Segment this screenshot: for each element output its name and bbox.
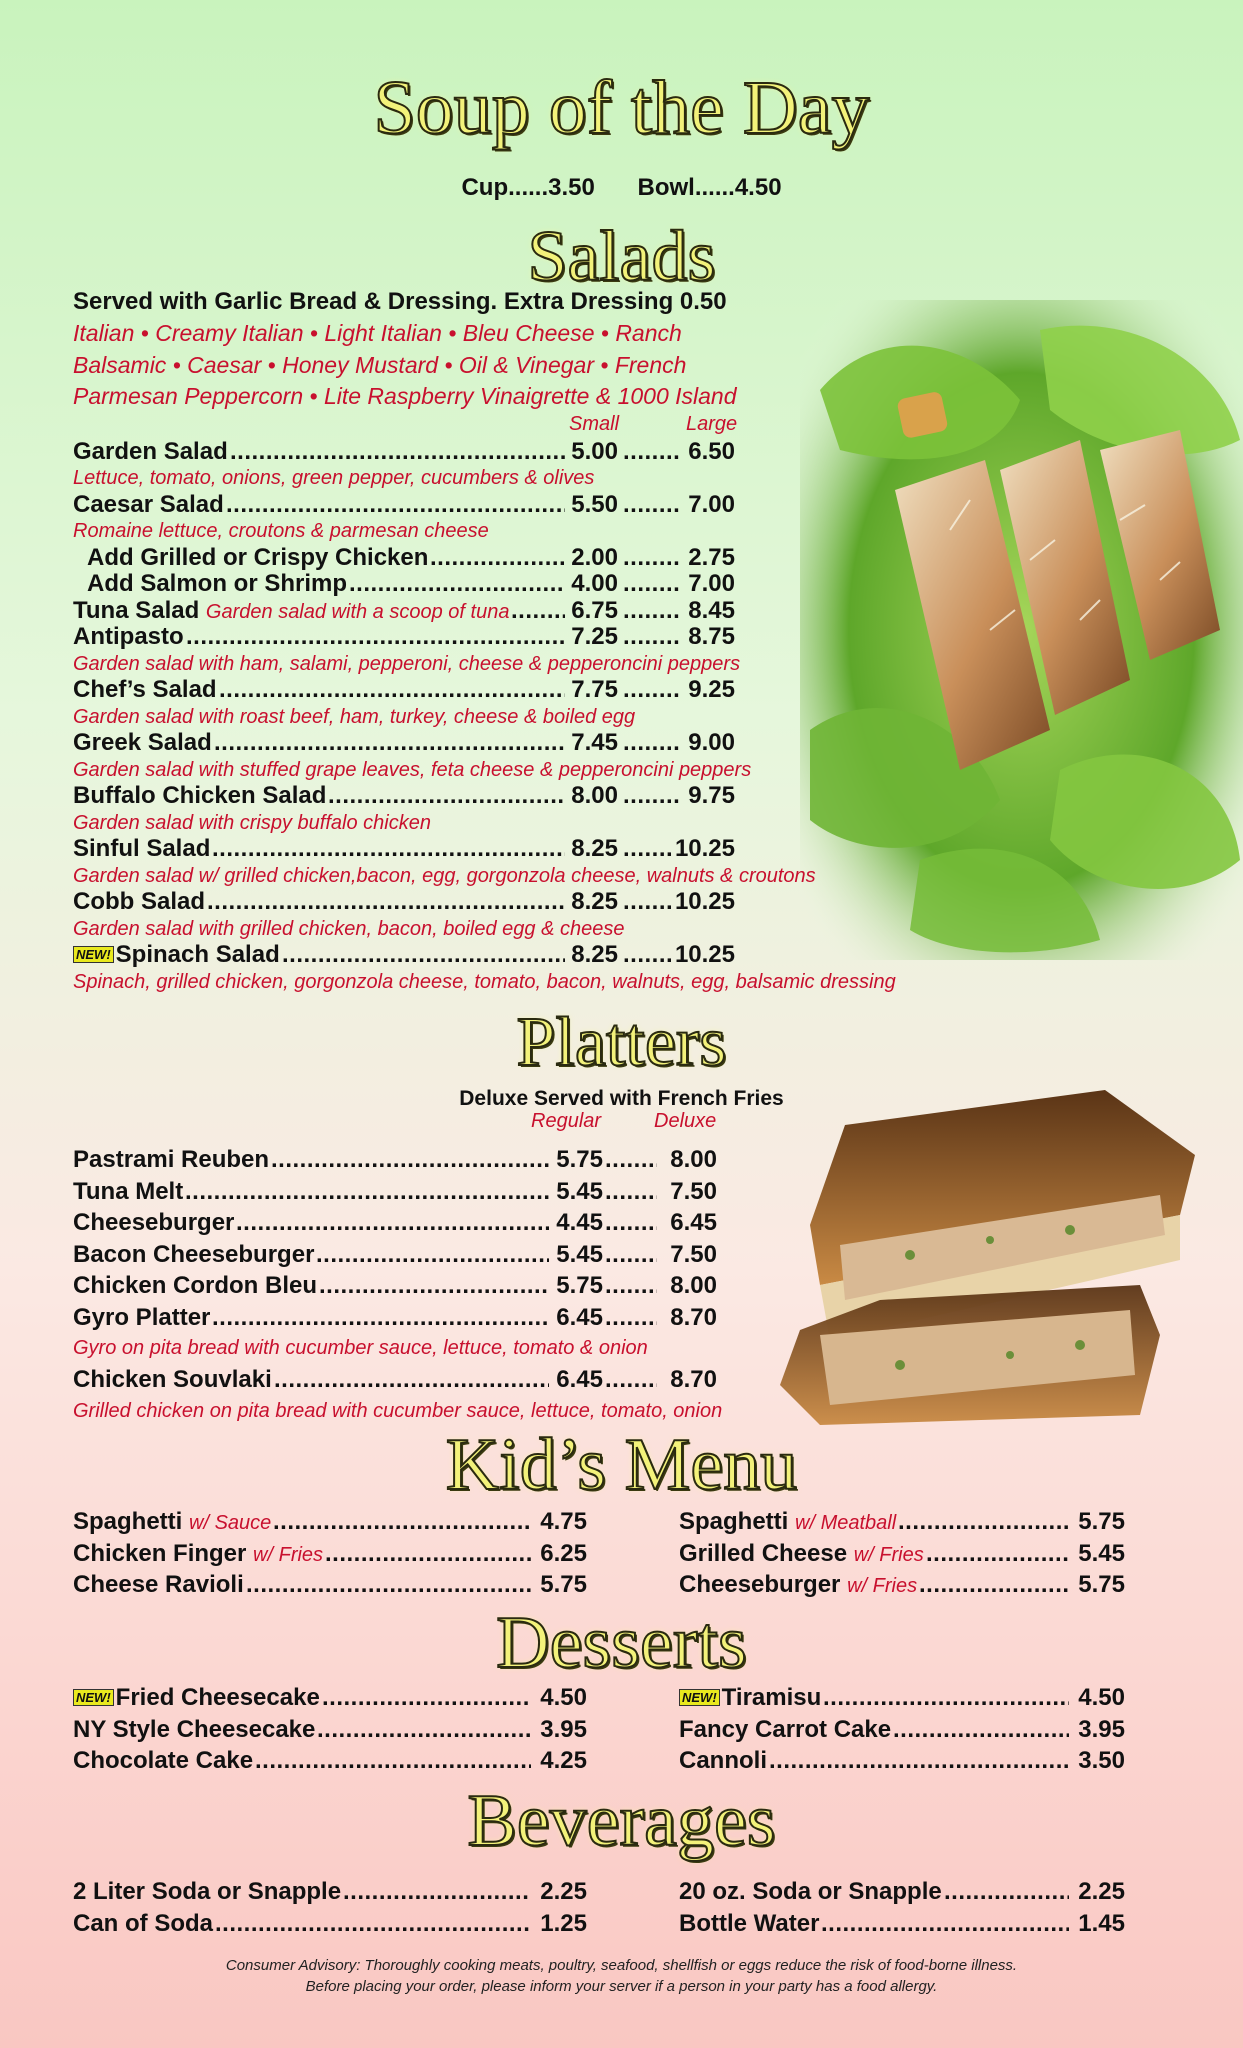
menu-item-row	[73, 1538, 587, 1570]
menu-item-name	[73, 1714, 315, 1746]
item-name-text: Chicken Finger	[73, 1539, 247, 1567]
menu-item-row	[73, 545, 813, 572]
menu-item-name	[73, 1302, 210, 1334]
dot-leader	[605, 1302, 657, 1329]
dot-leader	[207, 889, 565, 916]
item-price: 5.75	[1078, 1508, 1125, 1535]
dot-leader	[623, 783, 682, 810]
price-small: 7.45	[571, 729, 618, 756]
dot-leader	[605, 1207, 657, 1234]
item-name-text: Grilled Cheese	[679, 1539, 848, 1567]
dot-leader	[186, 624, 565, 651]
menu-item-name	[679, 1506, 896, 1540]
platters-section	[73, 1110, 773, 1427]
menu-item-name	[73, 677, 217, 704]
price-deluxe: 8.00	[670, 1146, 717, 1173]
price-small: 2.00	[571, 543, 618, 571]
dot-leader	[623, 836, 672, 863]
menu-item-name	[73, 624, 184, 651]
item-name-text: Pastrami Reuben	[73, 1146, 270, 1173]
item-price: 4.25	[540, 1747, 587, 1774]
item-price: 3.95	[1078, 1715, 1125, 1743]
price-large: 8.75	[688, 623, 735, 650]
menu-item-name	[73, 783, 326, 810]
dot-leader	[605, 1364, 657, 1391]
dot-leader	[317, 1714, 531, 1741]
dot-leader	[226, 492, 565, 519]
price-small: 6.75	[571, 596, 618, 624]
menu-item-row	[73, 439, 813, 466]
price-deluxe: 7.50	[670, 1177, 717, 1205]
dot-leader	[623, 677, 682, 704]
price-small: 4.00	[571, 570, 618, 597]
menu-item-name	[73, 1538, 323, 1572]
item-name-text: Add Grilled or Crispy Chicken	[87, 543, 429, 571]
item-name-text: Spinach Salad	[115, 941, 280, 968]
beverages-right	[679, 1876, 1125, 1939]
soup-heading: Soup of the Day	[373, 66, 870, 150]
dot-leader	[349, 571, 565, 598]
item-price: 4.50	[1078, 1684, 1125, 1711]
menu-item-name	[87, 545, 428, 572]
item-price: 4.75	[540, 1508, 587, 1535]
menu-item-row	[73, 1682, 587, 1714]
dot-leader	[215, 1908, 531, 1935]
dot-leader	[274, 1364, 549, 1391]
price-regular: 5.45	[556, 1240, 603, 1268]
new-badge: NEW!	[73, 1689, 114, 1706]
price-regular: 4.45	[556, 1209, 603, 1236]
menu-item-row	[73, 1207, 773, 1239]
caesar-salad-photo	[800, 300, 1243, 960]
tuna-melt-photo	[760, 1085, 1200, 1425]
new-badge: NEW!	[73, 946, 114, 963]
kids-menu-heading: Kid’s Menu	[445, 1424, 798, 1506]
dot-leader	[236, 1207, 549, 1234]
dot-leader	[246, 1569, 531, 1596]
menu-item-name	[73, 1207, 234, 1239]
menu-item-name	[73, 1569, 244, 1601]
item-name-text: Tiramisu	[721, 1684, 822, 1711]
item-name-text: Fried Cheesecake	[115, 1684, 320, 1711]
item-price: 1.25	[540, 1909, 587, 1937]
dot-leader	[271, 1144, 549, 1171]
menu-item-row	[73, 624, 813, 651]
price-large: 2.75	[688, 543, 735, 571]
menu-item-name	[679, 1714, 891, 1746]
item-name-text: Add Salmon or Shrimp	[87, 570, 348, 597]
menu-item-row	[73, 1176, 773, 1208]
dressing-line: Balsamic • Caesar • Honey Mustard • Oil & Vinegar • French	[73, 351, 687, 378]
price-regular: 5.75	[556, 1146, 603, 1173]
price-small: 5.00	[571, 437, 618, 465]
dot-leader	[623, 730, 682, 757]
item-name-text: Spaghetti	[679, 1508, 789, 1535]
menu-item-row	[73, 492, 813, 519]
item-price: 4.50	[540, 1684, 587, 1711]
item-name-text: Spaghetti	[73, 1508, 183, 1535]
menu-item-name	[73, 1745, 253, 1777]
item-price: 3.95	[540, 1715, 587, 1743]
price-large: 6.50	[688, 437, 735, 465]
dot-leader	[511, 598, 565, 625]
menu-item-row	[679, 1908, 1125, 1940]
item-name-text: Bottle Water	[679, 1909, 820, 1937]
dot-leader	[821, 1908, 1069, 1935]
dot-leader	[623, 624, 682, 651]
menu-item-name	[73, 836, 210, 863]
item-price: 5.75	[540, 1571, 587, 1598]
menu-item-name	[679, 1745, 767, 1777]
small-column-label: Small	[569, 412, 620, 435]
platters-subtitle: Deluxe Served with French Fries	[459, 1087, 784, 1110]
beverages-heading: Beverages	[467, 1780, 776, 1862]
beverages-left	[73, 1876, 587, 1939]
price-small: 7.25	[571, 623, 618, 650]
item-price: 2.25	[540, 1878, 587, 1905]
menu-item-row	[73, 836, 813, 863]
menu-item-row	[679, 1538, 1125, 1570]
price-large: 7.00	[688, 490, 735, 518]
menu-item-name	[87, 571, 347, 598]
item-name-text: Cannoli	[679, 1747, 767, 1774]
menu-item-name	[73, 942, 280, 969]
dot-leader	[212, 1302, 549, 1329]
dot-leader	[325, 1538, 531, 1565]
dot-leader	[623, 571, 682, 598]
dot-leader	[219, 677, 565, 704]
menu-item-row	[73, 889, 813, 916]
item-name-text: 20 oz. Soda or Snapple	[679, 1878, 942, 1905]
menu-item-name	[679, 1876, 942, 1908]
menu-item-row	[73, 1876, 587, 1908]
price-large: 9.75	[688, 782, 735, 809]
item-name-text: Can of Soda	[73, 1909, 214, 1937]
menu-item-name	[679, 1908, 819, 1940]
price-small: 7.75	[571, 676, 618, 703]
item-name-text: Chef’s Salad	[73, 676, 217, 703]
item-description: Garden salad with ham, salami, pepperoni, cheese & pepperoncini peppers	[73, 652, 741, 675]
price-small: 8.00	[571, 782, 618, 809]
dot-leader	[185, 1176, 549, 1203]
price-large: 8.45	[688, 596, 735, 624]
menu-item-name	[73, 1682, 320, 1714]
item-name-text: Cheeseburger	[679, 1571, 841, 1598]
item-name-text: Tuna Melt	[73, 1177, 184, 1205]
item-name-text: Fancy Carrot Cake	[679, 1715, 892, 1743]
dot-leader	[898, 1506, 1069, 1533]
salads-column-headers	[73, 413, 813, 439]
platters-heading: Platters	[516, 1004, 727, 1081]
price-large: 10.25	[674, 835, 735, 862]
item-name-text: Cobb Salad	[73, 888, 206, 915]
menu-item-row	[679, 1682, 1125, 1714]
item-name-text: Chocolate Cake	[73, 1747, 254, 1774]
price-deluxe: 8.00	[670, 1272, 717, 1299]
menu-item-name	[73, 1506, 271, 1540]
item-inline-description: Garden salad with a scoop of tuna	[205, 600, 510, 623]
menu-item-row	[73, 571, 813, 598]
dot-leader	[322, 1682, 531, 1709]
item-price: 1.45	[1078, 1909, 1125, 1937]
price-regular: 5.75	[556, 1272, 603, 1299]
advisory-line: Consumer Advisory: Thoroughly cooking meats, poultry, seafood, shellfish or eggs reduce the risk of food-borne illness.	[225, 1957, 1018, 1974]
desserts-left	[73, 1682, 587, 1777]
price-deluxe: 6.45	[670, 1209, 717, 1236]
item-name-text: Gyro Platter	[73, 1303, 211, 1331]
kids-menu-right	[679, 1506, 1125, 1601]
menu-item-row	[73, 1302, 773, 1334]
menu-item-name	[679, 1682, 821, 1714]
menu-item-name	[73, 730, 212, 757]
price-small: 5.50	[571, 490, 618, 518]
price-large: 7.00	[688, 570, 735, 597]
item-note: w/ Fries	[853, 1543, 924, 1566]
item-description: Garden salad with stuffed grape leaves, feta cheese & pepperoncini peppers	[73, 758, 752, 781]
menu-item-name	[73, 439, 228, 466]
item-note: w/ Meatball	[795, 1512, 897, 1534]
dot-leader	[623, 545, 682, 572]
price-deluxe: 8.70	[670, 1303, 717, 1331]
menu-item-row	[73, 1506, 587, 1538]
item-name-text: Antipasto	[73, 623, 184, 650]
dot-leader	[255, 1745, 531, 1772]
item-price: 5.75	[1078, 1571, 1125, 1598]
menu-item-row	[73, 1745, 587, 1777]
dot-leader	[605, 1176, 657, 1203]
menu-item-name	[73, 1876, 341, 1908]
menu-item-name	[73, 1270, 317, 1302]
item-name-text: Buffalo Chicken Salad	[73, 782, 327, 809]
dot-leader	[623, 598, 682, 625]
menu-item-name	[73, 889, 205, 916]
item-price: 3.50	[1078, 1747, 1125, 1774]
item-note: w/ Fries	[847, 1575, 918, 1597]
item-description: Romaine lettuce, croutons & parmesan cheese	[73, 520, 489, 542]
dot-leader	[944, 1876, 1069, 1903]
item-name-text: Cheese Ravioli	[73, 1571, 244, 1598]
menu-item-name	[73, 492, 224, 519]
dot-leader	[623, 492, 682, 519]
dot-leader	[230, 439, 565, 466]
item-description: Spinach, grilled chicken, gorgonzola cheese, tomato, bacon, walnuts, egg, balsamic dressing	[73, 970, 896, 993]
menu-item-row	[679, 1714, 1125, 1746]
menu-item-row	[73, 598, 813, 625]
menu-item-row	[679, 1506, 1125, 1538]
price-regular: 6.45	[556, 1303, 603, 1331]
item-name-text: NY Style Cheesecake	[73, 1715, 316, 1743]
item-price: 6.25	[540, 1539, 587, 1567]
menu-item-name	[73, 1364, 272, 1396]
dot-leader	[316, 1239, 549, 1266]
menu-item-row	[679, 1569, 1125, 1601]
dot-leader	[430, 545, 565, 572]
item-description: Grilled chicken on pita bread with cucumber sauce, lettuce, tomato, onion	[73, 1399, 723, 1422]
item-name-text: Cheeseburger	[73, 1209, 235, 1236]
price-regular: 5.45	[556, 1177, 603, 1205]
consumer-advisory	[0, 1955, 1243, 1997]
menu-item-name	[679, 1538, 924, 1572]
menu-item-row	[73, 1144, 773, 1176]
dot-leader	[212, 836, 565, 863]
soup-prices	[0, 174, 1243, 202]
item-name-text: Chicken Cordon Bleu	[73, 1272, 318, 1299]
item-description: Garden salad with crispy buffalo chicken	[73, 811, 431, 834]
dot-leader	[319, 1270, 549, 1297]
menu-item-row	[679, 1876, 1125, 1908]
price-large: 10.25	[674, 941, 735, 968]
item-price: 5.45	[1078, 1539, 1125, 1567]
item-note: w/ Sauce	[189, 1512, 272, 1534]
dot-leader	[343, 1876, 531, 1903]
soup-bowl-price: Bowl......4.50	[637, 174, 782, 201]
dot-leader	[273, 1506, 531, 1533]
new-badge: NEW!	[679, 1689, 720, 1706]
price-small: 8.25	[571, 941, 618, 968]
menu-item-name	[73, 598, 509, 626]
item-name-text: Bacon Cheeseburger	[73, 1240, 315, 1268]
menu-item-row	[73, 783, 813, 810]
advisory-line: Before placing your order, please inform your server if a person in your party has a food allergy.	[305, 1978, 938, 1995]
dressing-line: Parmesan Peppercorn • Lite Raspberry Vinaigrette & 1000 Island	[73, 383, 737, 409]
price-deluxe: 8.70	[670, 1366, 717, 1393]
menu-item-name	[73, 1239, 314, 1271]
item-description: Gyro on pita bread with cucumber sauce, lettuce, tomato & onion	[73, 1337, 648, 1359]
menu-item-row	[73, 1714, 587, 1746]
menu-item-row	[73, 1569, 587, 1601]
item-name-text: Garden Salad	[73, 437, 228, 465]
salad-items	[73, 437, 896, 996]
price-deluxe: 7.50	[670, 1240, 717, 1268]
item-note: w/ Fries	[253, 1543, 324, 1566]
menu-item-row	[73, 730, 813, 757]
soup-cup-price: Cup......3.50	[461, 174, 595, 201]
price-small: 8.25	[571, 888, 618, 915]
price-regular: 6.45	[556, 1366, 603, 1393]
dressing-line: Italian • Creamy Italian • Light Italian • Bleu Cheese • Ranch	[73, 320, 682, 346]
salads-section	[73, 286, 896, 995]
platter-items	[73, 1144, 773, 1427]
item-name-text: 2 Liter Soda or Snapple	[73, 1878, 342, 1905]
item-name-text: Greek Salad	[73, 729, 212, 756]
dot-leader	[605, 1239, 657, 1266]
desserts-right	[679, 1682, 1125, 1777]
menu-item-name	[73, 1144, 269, 1176]
dot-leader	[769, 1745, 1069, 1772]
menu-item-name	[73, 1176, 183, 1208]
item-description: Garden salad w/ grilled chicken,bacon, egg, gorgonzola cheese, walnuts & croutons	[73, 864, 816, 887]
menu-item-row	[73, 942, 813, 969]
dot-leader	[214, 730, 565, 757]
menu-item-row	[73, 1908, 587, 1940]
item-description: Garden salad with grilled chicken, bacon, boiled egg & cheese	[73, 917, 625, 940]
menu-item-row	[73, 1270, 773, 1302]
item-description: Garden salad with roast beef, ham, turkey, cheese & boiled egg	[73, 705, 636, 728]
dot-leader	[282, 942, 565, 969]
desserts-heading: Desserts	[496, 1602, 747, 1684]
price-small: 8.25	[571, 835, 618, 862]
dot-leader	[623, 889, 672, 916]
item-name-text: Caesar Salad	[73, 490, 224, 518]
kids-menu-left	[73, 1506, 587, 1601]
dot-leader	[623, 942, 672, 969]
dot-leader	[605, 1144, 657, 1171]
menu-item-name	[679, 1569, 917, 1603]
salads-intro: Served with Garlic Bread & Dressing. Extra Dressing 0.50	[73, 288, 727, 315]
dot-leader	[919, 1569, 1069, 1596]
item-description: Lettuce, tomato, onions, green pepper, cucumbers & olives	[73, 467, 595, 489]
platters-column-headers	[73, 1110, 773, 1144]
item-name-text: Sinful Salad	[73, 835, 211, 862]
dot-leader	[893, 1714, 1069, 1741]
item-name-text: Chicken Souvlaki	[73, 1366, 272, 1393]
salads-heading: Salads	[527, 216, 716, 296]
menu-item-row	[73, 1364, 773, 1396]
item-price: 2.25	[1078, 1878, 1125, 1905]
price-large: 10.25	[674, 888, 735, 915]
dot-leader	[605, 1270, 657, 1297]
regular-column-label: Regular	[531, 1110, 602, 1132]
menu-item-row	[679, 1745, 1125, 1777]
large-column-label: Large	[686, 412, 738, 435]
menu-item-name	[73, 1908, 213, 1940]
price-large: 9.00	[688, 729, 735, 756]
menu-item-row	[73, 677, 813, 704]
dot-leader	[926, 1538, 1069, 1565]
deluxe-column-label: Deluxe	[654, 1110, 717, 1132]
menu-item-row	[73, 1239, 773, 1271]
item-name-text: Tuna Salad	[73, 596, 200, 624]
price-large: 9.25	[688, 676, 735, 703]
dot-leader	[823, 1682, 1069, 1709]
dot-leader	[328, 783, 565, 810]
dot-leader	[623, 439, 682, 466]
